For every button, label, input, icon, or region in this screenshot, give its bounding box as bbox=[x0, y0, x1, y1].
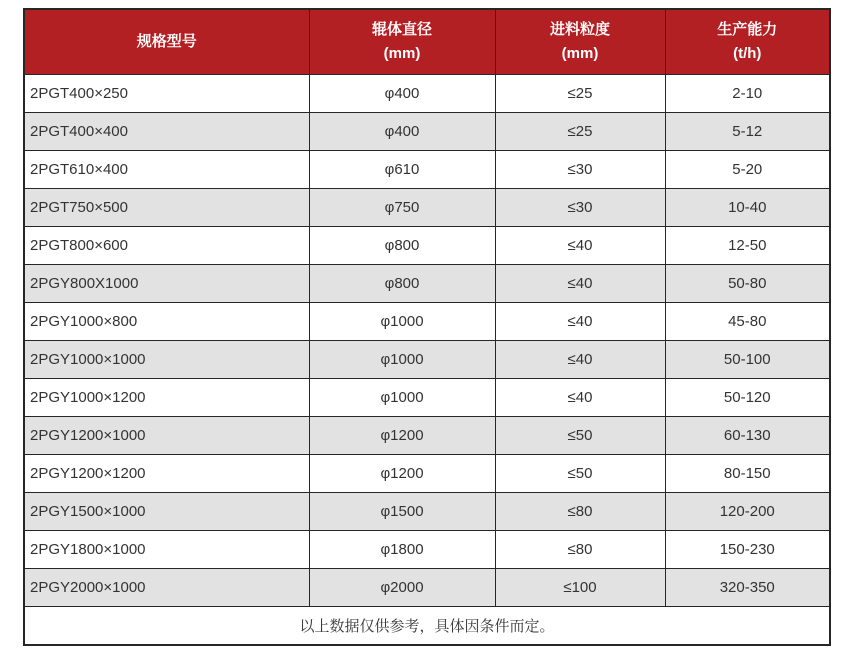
table-row bbox=[24, 188, 830, 226]
cell-capacity: 45-80 bbox=[665, 302, 830, 340]
cell-feed-size: ≤40 bbox=[495, 378, 665, 416]
cell-model: 2PGY800X1000 bbox=[24, 264, 309, 302]
cell-feed-size: ≤40 bbox=[495, 264, 665, 302]
header-feed-size-title: 进料粒度 bbox=[549, 20, 610, 38]
table-row bbox=[24, 264, 830, 302]
cell-model: 2PGT750×500 bbox=[24, 188, 309, 226]
cell-capacity: 50-80 bbox=[665, 264, 830, 302]
cell-capacity: 150-230 bbox=[665, 530, 830, 568]
cell-feed-size: ≤80 bbox=[495, 492, 665, 530]
spec-table-header bbox=[24, 9, 830, 74]
cell-feed-size: ≤50 bbox=[495, 416, 665, 454]
cell-feed-size: ≤40 bbox=[495, 340, 665, 378]
cell-roller-diameter: φ1000 bbox=[309, 340, 495, 378]
cell-feed-size: ≤80 bbox=[495, 530, 665, 568]
cell-roller-diameter: φ800 bbox=[309, 226, 495, 264]
cell-capacity: 50-120 bbox=[665, 378, 830, 416]
header-capacity-title: 生产能力 bbox=[717, 20, 778, 38]
cell-capacity: 60-130 bbox=[665, 416, 830, 454]
cell-roller-diameter: φ1000 bbox=[309, 378, 495, 416]
spec-table-body bbox=[24, 74, 830, 606]
cell-model: 2PGY1000×800 bbox=[24, 302, 309, 340]
cell-feed-size: ≤25 bbox=[495, 112, 665, 150]
cell-roller-diameter: φ1000 bbox=[309, 302, 495, 340]
table-row bbox=[24, 150, 830, 188]
cell-capacity: 120-200 bbox=[665, 492, 830, 530]
cell-model: 2PGY1500×1000 bbox=[24, 492, 309, 530]
cell-model: 2PGT610×400 bbox=[24, 150, 309, 188]
cell-model: 2PGY1000×1200 bbox=[24, 378, 309, 416]
spec-table bbox=[23, 8, 831, 646]
cell-capacity: 320-350 bbox=[665, 568, 830, 606]
cell-capacity: 5-20 bbox=[665, 150, 830, 188]
cell-capacity: 12-50 bbox=[665, 226, 830, 264]
cell-model: 2PGY1000×1000 bbox=[24, 340, 309, 378]
cell-model: 2PGT400×250 bbox=[24, 74, 309, 112]
cell-roller-diameter: φ1800 bbox=[309, 530, 495, 568]
header-model-title: 规格型号 bbox=[136, 32, 197, 50]
cell-model: 2PGT800×600 bbox=[24, 226, 309, 264]
table-row bbox=[24, 340, 830, 378]
cell-capacity: 80-150 bbox=[665, 454, 830, 492]
cell-roller-diameter: φ1200 bbox=[309, 416, 495, 454]
header-capacity bbox=[665, 9, 830, 74]
header-feed-size bbox=[495, 9, 665, 74]
header-row bbox=[24, 9, 830, 74]
cell-feed-size: ≤30 bbox=[495, 188, 665, 226]
spec-table-footer bbox=[24, 606, 830, 645]
cell-model: 2PGY1800×1000 bbox=[24, 530, 309, 568]
table-row bbox=[24, 492, 830, 530]
cell-feed-size: ≤25 bbox=[495, 74, 665, 112]
cell-model: 2PGY2000×1000 bbox=[24, 568, 309, 606]
cell-roller-diameter: φ800 bbox=[309, 264, 495, 302]
cell-feed-size: ≤100 bbox=[495, 568, 665, 606]
cell-roller-diameter: φ610 bbox=[309, 150, 495, 188]
table-row bbox=[24, 530, 830, 568]
header-feed-size-unit: (mm) bbox=[561, 44, 599, 62]
table-footnote: 以上数据仅供参考，具体因条件而定。 bbox=[24, 606, 830, 645]
header-roller-diameter bbox=[309, 9, 495, 74]
footnote-row bbox=[24, 606, 830, 645]
cell-model: 2PGY1200×1200 bbox=[24, 454, 309, 492]
header-roller-diameter-title: 辊体直径 bbox=[371, 20, 432, 38]
table-row bbox=[24, 416, 830, 454]
cell-roller-diameter: φ750 bbox=[309, 188, 495, 226]
cell-model: 2PGY1200×1000 bbox=[24, 416, 309, 454]
cell-roller-diameter: φ400 bbox=[309, 112, 495, 150]
cell-capacity: 5-12 bbox=[665, 112, 830, 150]
table-row bbox=[24, 378, 830, 416]
table-row bbox=[24, 568, 830, 606]
cell-capacity: 2-10 bbox=[665, 74, 830, 112]
table-row bbox=[24, 226, 830, 264]
header-capacity-unit: (t/h) bbox=[733, 44, 762, 62]
table-row bbox=[24, 112, 830, 150]
cell-feed-size: ≤50 bbox=[495, 454, 665, 492]
cell-feed-size: ≤30 bbox=[495, 150, 665, 188]
cell-roller-diameter: φ400 bbox=[309, 74, 495, 112]
header-roller-diameter-unit: (mm) bbox=[383, 44, 421, 62]
table-row bbox=[24, 74, 830, 112]
cell-roller-diameter: φ1200 bbox=[309, 454, 495, 492]
cell-feed-size: ≤40 bbox=[495, 302, 665, 340]
cell-roller-diameter: φ1500 bbox=[309, 492, 495, 530]
cell-model: 2PGT400×400 bbox=[24, 112, 309, 150]
table-row bbox=[24, 454, 830, 492]
cell-roller-diameter: φ2000 bbox=[309, 568, 495, 606]
cell-capacity: 10-40 bbox=[665, 188, 830, 226]
header-model bbox=[24, 9, 309, 74]
table-row bbox=[24, 302, 830, 340]
cell-capacity: 50-100 bbox=[665, 340, 830, 378]
cell-feed-size: ≤40 bbox=[495, 226, 665, 264]
